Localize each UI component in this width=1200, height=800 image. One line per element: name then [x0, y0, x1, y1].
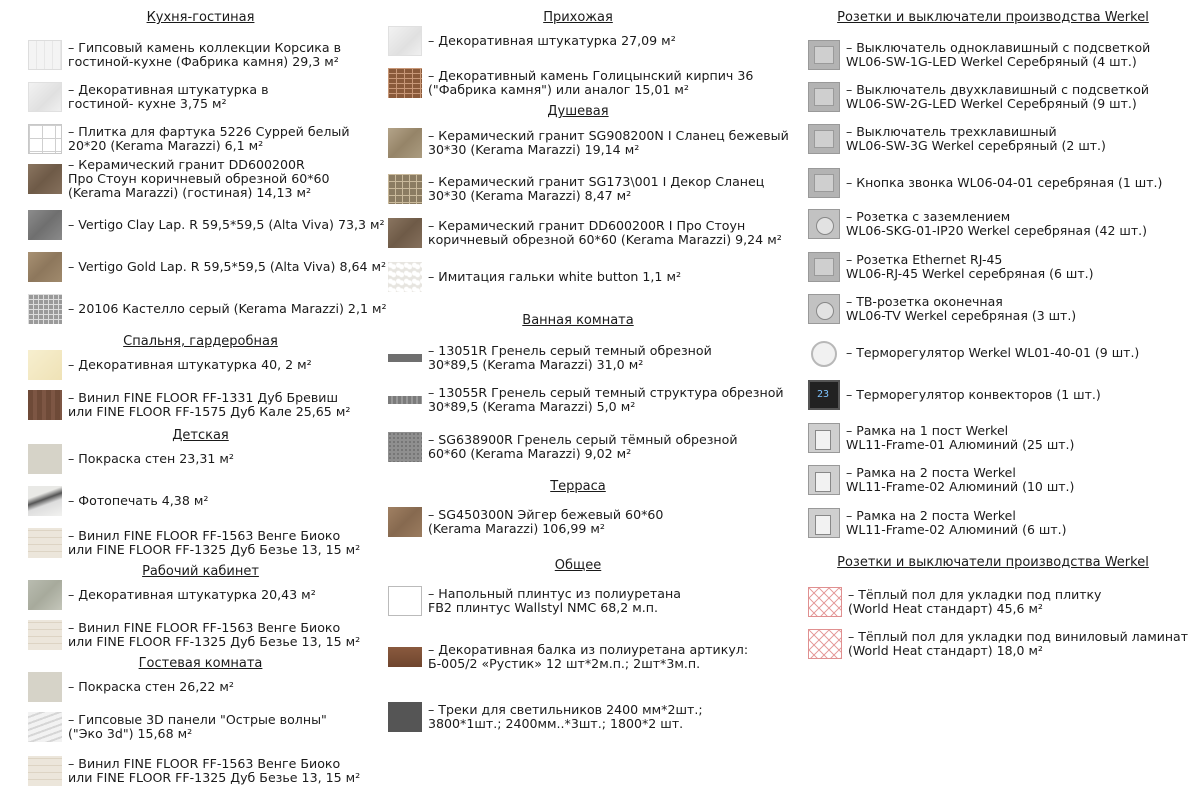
ethernet-socket-icon	[808, 252, 840, 282]
list-item: – 20106 Кастелло серый (Kerama Marazzi) 2,1 м²	[28, 294, 387, 324]
list-item: – Кнопка звонка WL06-04-01 серебряная (1 шт.)	[808, 168, 1162, 198]
list-item: – Плитка для фартука 5226 Суррей белый 20*20 (Kerama Marazzi) 6,1 м²	[28, 124, 350, 154]
list-item: – Винил FINE FLOOR FF-1563 Венге Биоко или FINE FLOOR FF-1325 Дуб Безье 13, 15 м²	[28, 528, 360, 558]
list-item: – Выключатель двухклавишный с подсветкой WL06-SW-2G-LED Werkel Серебряный (9 шт.)	[808, 82, 1149, 112]
material-swatch	[28, 580, 62, 610]
material-swatch	[28, 40, 62, 70]
material-swatch	[28, 390, 62, 420]
material-swatch	[388, 174, 422, 204]
list-item: – Рамка на 2 поста Werkel WL11-Frame-02 Алюминий (6 шт.)	[808, 508, 1066, 538]
section-heading-bathroom: Ванная комната	[522, 313, 634, 328]
material-swatch	[28, 672, 62, 702]
socket-icon	[808, 209, 840, 239]
section-heading-guest: Гостевая комната	[138, 656, 263, 671]
material-swatch	[388, 218, 422, 248]
heated-floor-icon	[808, 629, 842, 659]
thermostat-icon	[808, 338, 840, 368]
section-heading-shower: Душевая	[547, 104, 609, 119]
list-item: – Покраска стен 26,22 м²	[28, 672, 234, 702]
list-item: – Декоративная штукатурка 40, 2 м²	[28, 350, 312, 380]
material-swatch	[388, 432, 422, 462]
material-swatch	[28, 252, 62, 282]
list-item: 23 – Терморегулятор конвекторов (1 шт.)	[808, 380, 1101, 410]
list-item: – Треки для светильников 2400 мм*2шт.; 3800*1шт.; 2400мм..*3шт.; 1800*2 шт.	[388, 702, 703, 732]
list-item: – SG638900R Гренель серый тёмный обрезной 60*60 (Kerama Marazzi) 9,02 м²	[388, 432, 738, 462]
material-swatch	[28, 444, 62, 474]
material-swatch	[388, 128, 422, 158]
list-item: – 13051R Гренель серый темный обрезной 30*89,5 (Kerama Marazzi) 31,0 м²	[388, 344, 712, 372]
material-swatch	[388, 354, 422, 362]
list-item: – Винил FINE FLOOR FF-1563 Венге Биоко или FINE FLOOR FF-1325 Дуб Безье 13, 15 м²	[28, 756, 360, 786]
list-item: – 13055R Гренель серый темный структура обрезной 30*89,5 (Kerama Marazzi) 5,0 м²	[388, 386, 784, 414]
list-item: – Терморегулятор Werkel WL01-40-01 (9 шт.)	[808, 338, 1139, 368]
material-swatch	[388, 702, 422, 732]
list-item: – Выключатель одноклавишный с подсветкой WL06-SW-1G-LED Werkel Серебряный (4 шт.)	[808, 40, 1150, 70]
list-item: – Vertigo Gold Lap. R 59,5*59,5 (Alta Viva) 8,64 м²	[28, 252, 386, 282]
list-item: – Керамический гранит DD600200R Про Стоун коричневый обрезной 60*60 (Kerama Marazzi) (гостиная) 14,13 м²	[28, 158, 330, 200]
material-swatch	[388, 26, 422, 56]
frame-2-post-icon	[808, 508, 840, 538]
material-swatch	[388, 68, 422, 98]
material-swatch	[28, 486, 62, 516]
switch-3g-icon	[808, 124, 840, 154]
material-swatch	[28, 756, 62, 786]
heated-floor-icon	[808, 587, 842, 617]
list-item: – Керамический гранит DD600200R I Про Стоун коричневый обрезной 60*60 (Kerama Marazzi) 9,24 м²	[388, 218, 782, 248]
list-item: – Фотопечать 4,38 м²	[28, 486, 208, 516]
section-heading-office: Рабочий кабинет	[142, 564, 259, 579]
list-item: – Vertigo Clay Lap. R 59,5*59,5 (Alta Viva) 73,3 м²	[28, 210, 385, 240]
list-item: – Покраска стен 23,31 м²	[28, 444, 234, 474]
list-item: – Винил FINE FLOOR FF-1563 Венге Биоко или FINE FLOOR FF-1325 Дуб Безье 13, 15 м²	[28, 620, 360, 650]
list-item: – SG450300N Эйгер бежевый 60*60 (Kerama Marazzi) 106,99 м²	[388, 507, 663, 537]
material-swatch	[388, 507, 422, 537]
list-item: – Винил FINE FLOOR FF-1331 Дуб Бревиш или FINE FLOOR FF-1575 Дуб Кале 25,65 м²	[28, 390, 350, 420]
section-heading-terrace: Терраса	[550, 479, 606, 494]
convector-thermostat-icon: 23	[808, 380, 840, 410]
material-swatch	[28, 528, 62, 558]
list-item: – Гипсовые 3D панели "Острые волны" ("Эко 3d") 15,68 м²	[28, 712, 327, 742]
list-item: – Керамический гранит SG908200N I Сланец бежевый 30*30 (Kerama Marazzi) 19,14 м²	[388, 128, 789, 158]
list-item: – Керамический гранит SG173\001 I Декор Сланец 30*30 (Kerama Marazzi) 8,47 м²	[388, 174, 764, 204]
list-item: – ТВ-розетка оконечная WL06-TV Werkel серебряная (3 шт.)	[808, 294, 1076, 324]
material-swatch	[388, 396, 422, 404]
section-heading-werkel-2: Розетки и выключатели производства Werkel	[837, 555, 1149, 570]
material-swatch	[28, 712, 62, 742]
list-item: – Гипсовый камень коллекции Корсика в гостиной-кухне (Фабрика камня) 29,3 м²	[28, 40, 341, 70]
list-item: – Декоративная штукатурка 20,43 м²	[28, 580, 316, 610]
material-swatch	[28, 620, 62, 650]
tv-socket-icon	[808, 294, 840, 324]
list-item: – Тёплый пол для укладки под виниловый ламинат (World Heat стандарт) 18,0 м²	[808, 629, 1188, 659]
material-swatch	[28, 210, 62, 240]
material-swatch	[28, 294, 62, 324]
list-item: – Розетка с заземлением WL06-SKG-01-IP20 Werkel серебряная (42 шт.)	[808, 209, 1147, 239]
list-item: – Выключатель трехклавишный WL06-SW-3G Werkel серебряный (2 шт.)	[808, 124, 1106, 154]
switch-2g-icon	[808, 82, 840, 112]
list-item: – Напольный плинтус из полиуретана FB2 плинтус Wallstyl NMC 68,2 м.п.	[388, 586, 681, 616]
frame-1-post-icon	[808, 423, 840, 453]
material-swatch	[28, 164, 62, 194]
material-swatch	[388, 647, 422, 667]
material-swatch	[388, 262, 422, 292]
section-heading-hallway: Прихожая	[543, 10, 613, 25]
frame-2-post-icon	[808, 465, 840, 495]
section-heading-kitchen: Кухня-гостиная	[146, 10, 255, 25]
section-heading-werkel: Розетки и выключатели производства Werkel	[837, 10, 1149, 25]
list-item: – Рамка на 1 пост Werkel WL11-Frame-01 Алюминий (25 шт.)	[808, 423, 1074, 453]
list-item: – Декоративная штукатурка в гостиной- кухне 3,75 м²	[28, 82, 269, 112]
doorbell-button-icon	[808, 168, 840, 198]
material-swatch	[28, 350, 62, 380]
material-swatch	[28, 124, 62, 154]
list-item: – Декоративная штукатурка 27,09 м²	[388, 26, 676, 56]
list-item: – Тёплый пол для укладки под плитку (World Heat стандарт) 45,6 м²	[808, 587, 1101, 617]
section-heading-general: Общее	[554, 558, 602, 573]
list-item: – Рамка на 2 поста Werkel WL11-Frame-02 Алюминий (10 шт.)	[808, 465, 1074, 495]
list-item: – Декоративная балка из полиуретана артикул: Б-005/2 «Рустик» 12 шт*2м.п.; 2шт*3м.п.	[388, 643, 748, 671]
list-item: – Имитация гальки white button 1,1 м²	[388, 262, 681, 292]
section-heading-bedroom: Спальня, гардеробная	[123, 334, 278, 349]
section-heading-kids: Детская	[172, 428, 229, 443]
list-item: – Розетка Ethernet RJ-45 WL06-RJ-45 Werkel серебряная (6 шт.)	[808, 252, 1094, 282]
material-swatch	[388, 586, 422, 616]
switch-1g-icon	[808, 40, 840, 70]
material-swatch	[28, 82, 62, 112]
list-item: – Декоративный камень Голицынский кирпич 36 ("Фабрика камня") или аналог 15,01 м²	[388, 68, 753, 98]
